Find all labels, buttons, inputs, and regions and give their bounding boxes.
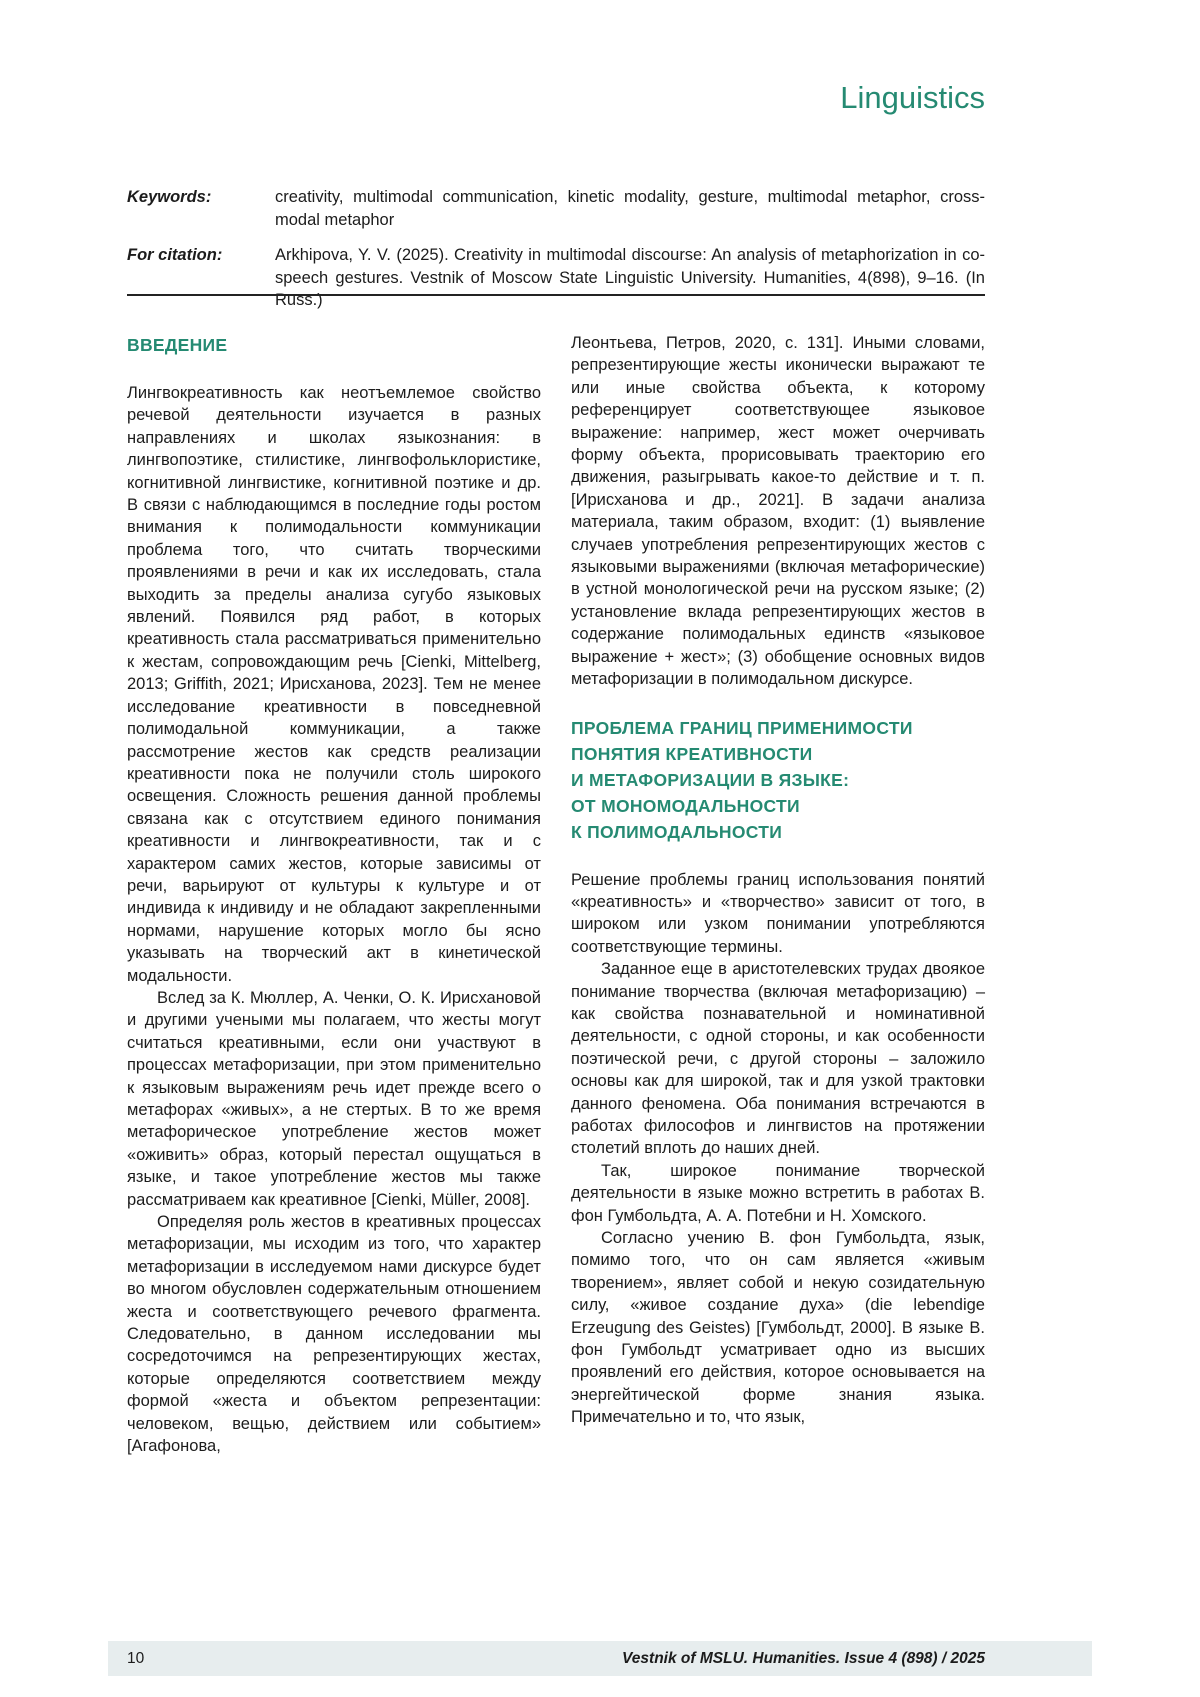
citation-label: For citation: [127,246,223,264]
paragraph: Так, широкое понимание творческой деятельности в языке можно встретить в работах В. фон Гумбольдта, А. А. Потебни и Н. Хомского. [571,1161,985,1225]
section-heading-introduction: ВВЕДЕНИЕ [127,335,228,355]
citation-row [127,244,985,312]
heading-line: К ПОЛИМОДАЛЬНОСТИ [571,821,783,842]
section-heading-problem [571,715,985,845]
paragraph: Вслед за К. Мюллер, А. Ченки, О. К. Ирисхановой и другими учеными мы полагаем, что жесты могут считаться креативными, если они участвуют в процессах метафоризации, при этом применительно к языковым выражениям речь идет прежде всего о метафорах «живых», а не стертых. В то же время метафорическое употребление жестов может «оживить» образ, который перестал ощущаться в языке, и такое употребление жестов мы также рассматриваем как креативное [Cienki, Müller, 2008]. [127,988,541,1209]
heading-line: ОТ МОНОМОДАЛЬНОСТИ [571,795,800,816]
heading-line: ПОНЯТИЯ КРЕАТИВНОСТИ [571,743,813,764]
journal-info: Vestnik of MSLU. Humanities. Issue 4 (898) / 2025 [622,1649,985,1667]
paragraph: Лингвокреативность как неотъемлемое свойство речевой деятельности изучается в разных направлениях и школах языкознания: в лингвопоэтике, стилистике, лингвофольклористике, когнитивной лингвистике, когнитивной поэтике и др. В связи с наблюдающимся в последние годы ростом внимания к полимодальности коммуникации проблема того, что считать творческими проявлениями в речи и как их исследовать, стала выходить за пределы анализа сугубо языковых явлений. Появился ряд работ, в которых креативность стала рассматриваться применительно к жестам, сопровождающим речь [Cienki, Mittelberg, 2013; Griffith, 2021; Ирисханова, 2023]. Тем не менее исследование креативности в повседневной полимодальной коммуникации, а также рассмотрение жестов как средств реализации креативности пока не получили столь широкого освещения. Сложность решения данной проблемы связана как с отсутствием единого понимания креативности и лингвокреативности, так и с характером самих жестов, которые зависимы от речи, варьируют от культуры к культуре и от индивида к индивиду и не обладают закрепленными нормами, нарушение которых могло бы ясно указывать на творческий акт в кинетической модальности. [127,384,541,985]
paragraph: Заданное еще в аристотелевских трудах двоякое понимание творчества (включая метафоризацию) – как свойства познавательной и номинативной деятельности, с одной стороны, и как особенности поэтической речи, с другой стороны – заложило основы как для широкой, так и для узкой трактовки данного феномена. Оба понимания встречаются в работах философов и лингвистов на протяжении столетий вплоть до наших дней. [571,960,985,1158]
keywords-label: Keywords: [127,188,212,206]
article-body [127,332,985,1458]
page-number: 10 [127,1649,145,1667]
header-divider [127,294,985,296]
paragraph: Согласно учению В. фон Гумбольдта, язык, помимо того, что он сам является «живым творением», являет собой и некую созидательную силу, «живое создание духа» (die lebendige Erzeugung des Geistes) [Гумбольдт, 2000]. В языке В. фон Гумбольдт усматривает одно из высших проявлений его действия, которое основывается на энергейтической форме знания языка. Примечательно и то, что язык, [571,1229,985,1427]
paragraph: Леонтьева, Петров, 2020, с. 131]. Иными словами, репрезентирующие жесты иконически выражают те или иные свойства объекта, к которому референцирует соответствующее языковое выражение: например, жест может очерчивать форму объекта, прорисовывать траекторию его движения, разыгрывать какое-то действие и т. п. [Ирисханова и др., 2021]. В задачи анализа материала, таким образом, входит: (1) выявление случаев употребления репрезентирующих жестов с языковыми выражениями (включая метафорические) в устной монологической речи на русском языке; (2) установление вклада репрезентирующих жестов в содержание полимодальных единств «языковое выражение + жест»; (3) обобщение основных видов метафоризации в полимодальном дискурсе. [571,334,985,689]
heading-line: И МЕТАФОРИЗАЦИИ В ЯЗЫКЕ: [571,769,850,790]
keywords-text: creativity, multimodal communication, kinetic modality, gesture, multimodal metaphor, cross-modal metaphor [275,188,985,229]
running-head-section: Linguistics [840,80,985,115]
citation-text: Arkhipova, Y. V. (2025). Creativity in multimodal discourse: An analysis of metaphorization in co-speech gestures. Vestnik of Moscow State Linguistic University. Humanities, 4(898), 9–16. (In Russ.) [275,246,985,309]
left-column [127,332,541,1458]
keywords-row [127,186,985,231]
heading-line: ПРОБЛЕМА ГРАНИЦ ПРИМЕНИМОСТИ [571,717,913,738]
page-footer [108,1641,1092,1676]
paragraph: Определяя роль жестов в креативных процессах метафоризации, мы исходим из того, что характер метафоризации в исследуемом нами дискурсе будет во многом обусловлен содержательным отношением жеста и соответствующего речевого фрагмента. Следовательно, в данном исследовании мы сосредоточимся на репрезентирующих жестах, которые определяются соответствием между формой «жеста и объектом репрезентации: человеком, вещью, действием или событием» [Агафонова, [127,1213,541,1456]
paragraph: Решение проблемы границ использования понятий «креативность» и «творчество» зависит от того, в широком или узком понимании употребляются соответствующие термины. [571,870,985,956]
right-column [571,332,985,1458]
article-meta [127,186,985,325]
